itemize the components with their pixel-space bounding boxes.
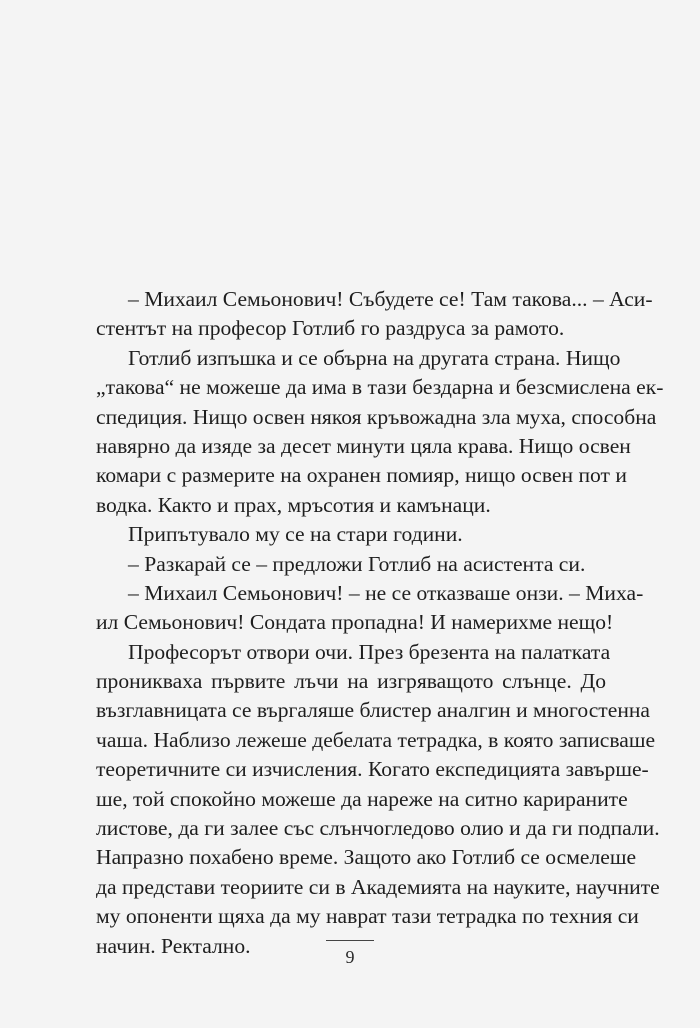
page-footer: [0, 940, 700, 969]
text-line: Готлиб изпъшка и се обърна на другата страна. Нищо: [128, 345, 621, 370]
text-line: спедиция. Нищо освен някоя кръвожадна зла муха, способна: [96, 404, 657, 429]
body-text: [96, 285, 664, 961]
text-line: да представи теориите си в Академията на науките, научните: [96, 874, 660, 899]
text-line: „такова“ не можеше да има в тази бездарна и безсмислена ек-: [96, 375, 664, 400]
text-line: – Михаил Семьонович! Събудете се! Там такова... – Аси-: [128, 287, 653, 311]
text-line: листове, да ги залее със слънчогледово олио и да ги подпали.: [96, 816, 660, 841]
text-line: – Михаил Семьонович! – не се отказваше онзи. – Миха-: [128, 580, 644, 605]
text-line: начин. Ректално.: [96, 933, 251, 958]
text-line: водка. Както и прах, мръсотия и камънаци.: [96, 492, 491, 517]
text-line: ил Семьонович! Сондата пропадна! И намерихме нещо!: [96, 610, 614, 635]
text-line: – Разкарай се – предложи Готлиб на асистента си.: [128, 551, 586, 576]
text-line: чаша. Наблизо лежеше дебелата тетрадка, в която записваше: [96, 727, 656, 752]
page-number: 9: [345, 947, 355, 967]
text-line: ше, той спокойно можеше да нареже на ситно карираните: [96, 786, 628, 811]
text-line: комари с размерите на охранен помияр, нищо освен пот и: [96, 463, 627, 488]
text-line: навярно да изяде за десет минути цяла крава. Нищо освен: [96, 433, 631, 458]
text-line: Припътувало му се на стари години.: [128, 522, 463, 547]
text-line: теоретичните си изчисления. Когато експедицията завърше-: [96, 757, 649, 782]
text-line: стентът на професор Готлиб го раздруса за рамото.: [96, 316, 565, 341]
text-line: Професорът отвори очи. През брезента на палатката: [128, 639, 611, 664]
text-line: Напразно похабено време. Защото ако Готлиб се осмелеше: [96, 845, 637, 870]
text-line: възглавницата се въргаляше блистер аналгин и многостенна: [96, 698, 651, 723]
text-line: му опоненти щяха да му наврат тази тетрадка по техния си: [96, 904, 639, 929]
footer-rule: [326, 940, 374, 941]
text-line: проникваха първите лъчи на изгряващото слънце. До: [96, 669, 606, 694]
